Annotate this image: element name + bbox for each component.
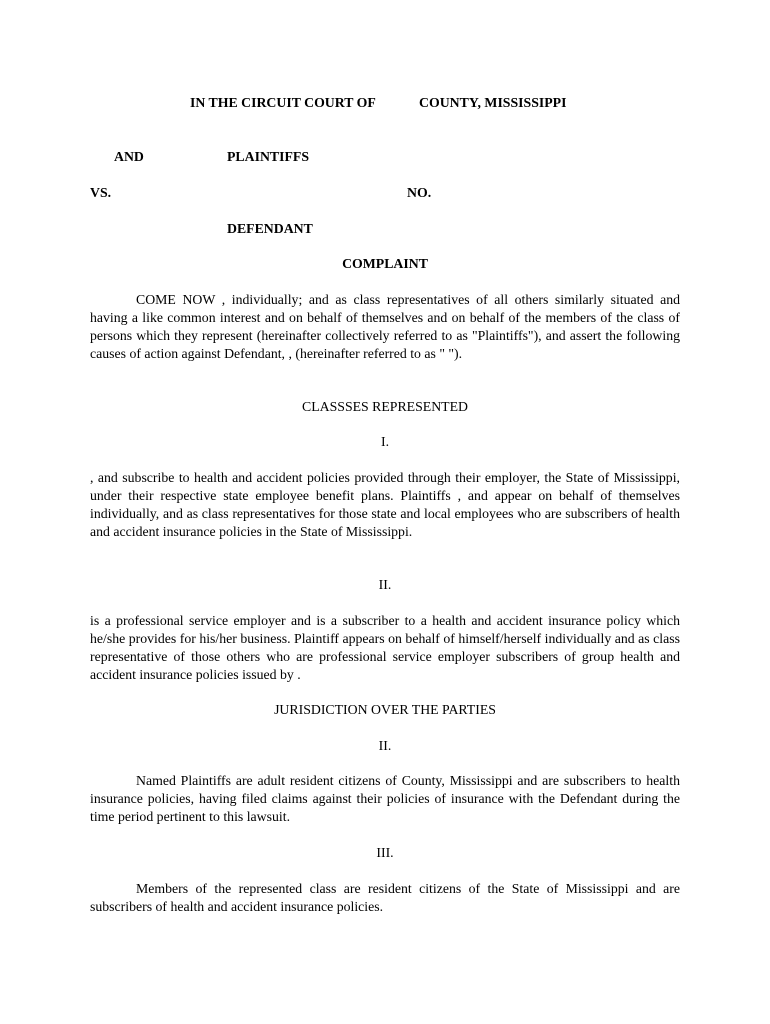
section-numeral-i: I. — [380, 434, 390, 449]
jurisdiction-heading: JURISDICTION OVER THE PARTIES — [274, 702, 496, 717]
classes-paragraph-2: is a professional service employer and is a subscriber to a health and accident insurance policy which he/she provides for his/her business. Plaintiff appears on behalf of himself/herself individually and as class representative of those others who are professional service employer subscribers of group health and accident insurance policies issued by . — [90, 613, 680, 682]
court-line-right: COUNTY, MISSISSIPPI — [419, 95, 567, 110]
jurisdiction-paragraph-1: Named Plaintiffs are adult resident citizens of County, Mississippi and are subscribers to health insurance policies, having filed claims against their policies of insurance with the Defendant during the time period pertinent to this lawsuit. — [90, 773, 680, 824]
jurisdiction-paragraph-2: Members of the represented class are resident citizens of the State of Mississippi and are subscribers of health and accident insurance policies. — [90, 881, 680, 914]
defendant-label: DEFENDANT — [227, 221, 313, 236]
plaintiffs-label: PLAINTIFFS — [227, 149, 310, 164]
classes-paragraph-1: , and subscribe to health and accident policies provided through their employer, the State of Mississippi, under their respective state employee benefit plans. Plaintiffs , and appear on behalf of themselves individually, and as class representatives for those state and local employees who are subscribers of health and accident insurance policies in the State of Mississippi. — [90, 470, 680, 539]
case-number-label: NO. — [407, 185, 432, 200]
intro-paragraph: COME NOW , individually; and as class representatives of all others similarly situated and having a like common interest and on behalf of themselves and on behalf of the members of the class of persons which they represent (hereinafter collectively referred to as "Plaintiffs"), and assert the following causes of action against Defendant, , (hereinafter referred to as " "). — [90, 292, 680, 361]
vs-label: VS. — [90, 185, 112, 200]
document-title: COMPLAINT — [342, 256, 428, 271]
court-line-left: IN THE CIRCUIT COURT OF — [190, 95, 376, 110]
jurisdiction-numeral-ii: II. — [378, 738, 392, 753]
classes-heading: CLASSSES REPRESENTED — [302, 399, 468, 414]
and-label: AND — [114, 149, 144, 164]
section-numeral-ii: II. — [378, 577, 392, 592]
jurisdiction-numeral-iii: III. — [376, 845, 394, 860]
